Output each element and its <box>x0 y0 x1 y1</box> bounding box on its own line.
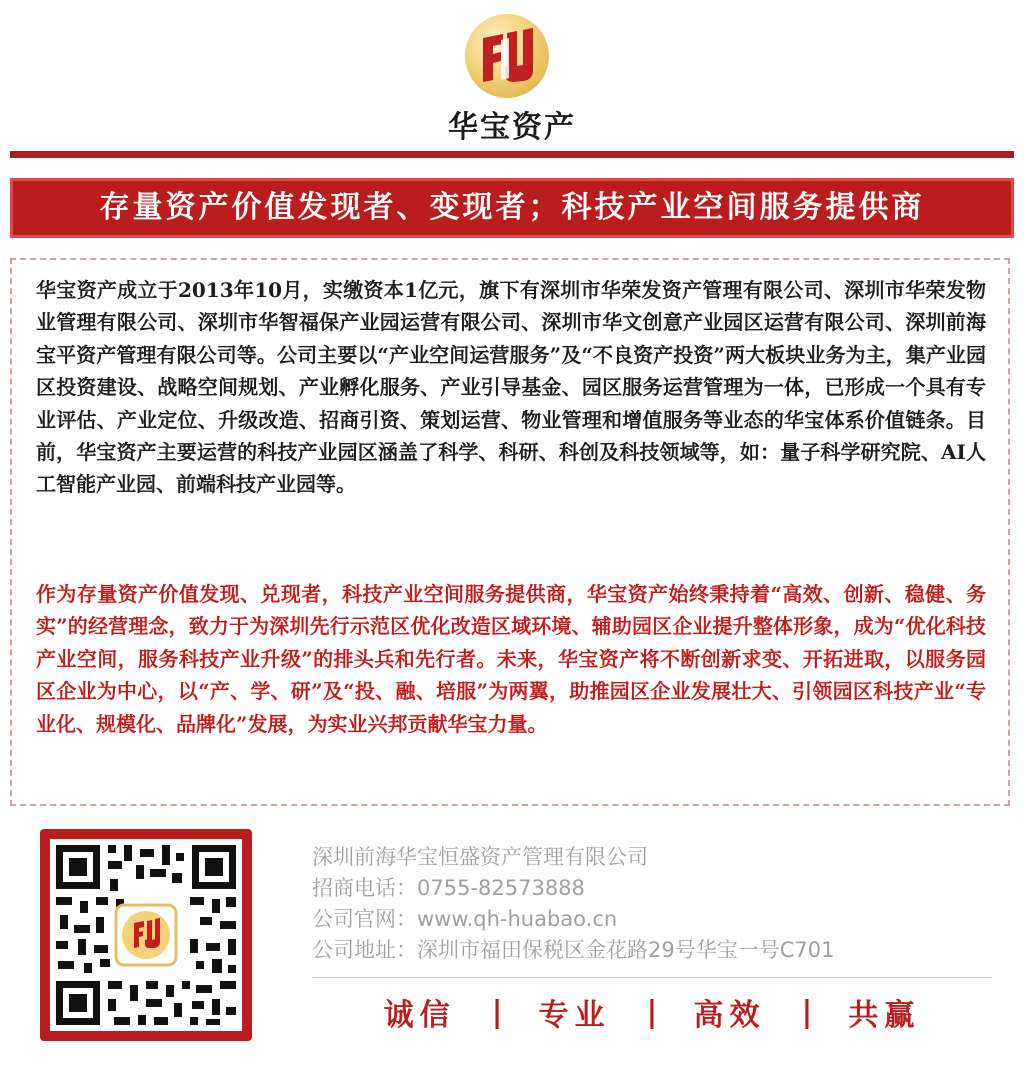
slogan-separator: | <box>801 994 813 1030</box>
logo <box>465 14 549 98</box>
header <box>0 0 1024 150</box>
phone-line: 招商电话：0755-82573888 <box>312 876 585 900</box>
address-line: 公司地址：深圳市福田保税区金花路29号华宝一号C701 <box>312 938 835 962</box>
slogan-word: 专业 <box>538 998 611 1033</box>
footer-divider <box>312 977 992 978</box>
company-name: 深圳前海华宝恒盛资产管理有限公司 <box>312 845 648 869</box>
hj-monogram-logo-icon <box>465 14 549 98</box>
intro-paragraph-2: 作为存量资产价值发现、兑现者，科技产业空间服务提供商，华宝资产始终秉持着“高效、创新、稳健、务实”的经营理念，致力于为深圳先行示范区优化改造区域环境、辅助园区企业提升整体形象，成为“优化科技产业空间，服务科技产业升级”的排头兵和先行者。未来，华宝资产将不断创新求变、开拓进取，以服务园区企业为中心，以“产、学、研”及“投、融、培服”为两翼，助推园区企业发展壮大、引领园区科技产业“专业化、规模化、品牌化”发展，为实业兴邦贡献华宝力量。 <box>36 582 986 736</box>
footer-slogan <box>312 990 992 1034</box>
qr-code-icon <box>50 839 242 1031</box>
website-line: 公司官网：www.qh-huabao.cn <box>312 907 618 931</box>
slogan-word: 诚信 <box>383 998 456 1033</box>
slogan-word: 高效 <box>693 998 766 1033</box>
brand-name: 华宝资产 <box>448 110 576 145</box>
slogan-word: 共赢 <box>848 998 921 1033</box>
banner-text: 存量资产价值发现者、变现者；科技产业空间服务提供商 <box>99 190 925 225</box>
qr-code-frame <box>40 829 252 1041</box>
slogan-separator: | <box>491 994 503 1030</box>
qr-code <box>50 839 242 1031</box>
slogan-banner <box>10 178 1014 238</box>
header-divider <box>10 151 1014 158</box>
intro-paragraph-1: 华宝资产成立于2013年10月，实缴资本1亿元，旗下有深圳市华荣发资产管理有限公司、深圳市华荣发物业管理有限公司、深圳市华智福保产业园运营有限公司、深圳市华文创意产业园区运营有限公司、深圳前海宝平资产管理有限公司等。公司主要以“产业空间运营服务”及“不良资产投资”两大板块业务为主，集产业园区投资建设、战略空间规划、产业孵化服务、产业引导基金、园区服务运营管理为一体，已形成一个具有专业评估、产业定位、升级改造、招商引资、策划运营、物业管理和增值服务等业态的华宝体系价值链条。目前，华宝资产主要运营的科技产业园区涵盖了科学、科研、科创及科技领域等，如：量子科学研究院、AI人工智能产业园、前端科技产业园等。 <box>36 278 986 497</box>
slogan-separator: | <box>646 994 658 1030</box>
